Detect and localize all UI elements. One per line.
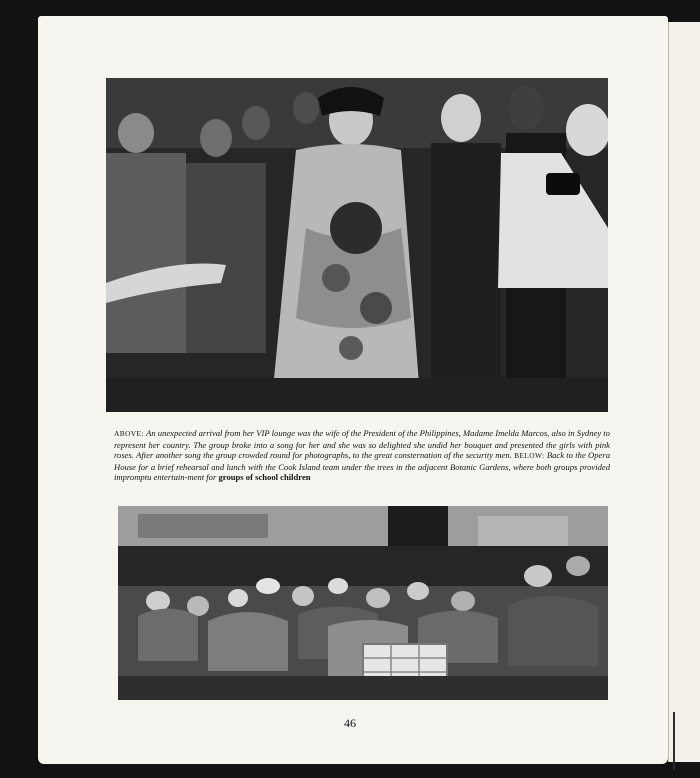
facing-page-edge xyxy=(668,22,700,762)
caption-below-tail: groups of school children xyxy=(218,472,311,483)
caption-above-text: An unexpected arrival from her VIP lounge was the wife of the President of the Philippines, Madame Imelda Marcos, also in Sydney to represent her country. The group broke into a song for her and she was so delighted she undid her bouquet and presented the girls with pink roses. After another song the group crowded round for photographs, to the great consternation of the security men. xyxy=(114,428,610,461)
photo-botanic-gardens-lunch xyxy=(118,506,608,700)
caption-below-label: BELOW: xyxy=(514,451,545,461)
caption-below-text: Back to the Opera House for a brief rehearsal and lunch with the Cook Island team under the trees in the adjacent Botanic Gardens, where both groups provided impromptu entertain-ment for xyxy=(114,450,611,483)
page-number: 46 xyxy=(344,716,356,730)
photo-caption xyxy=(114,428,610,483)
photo-imelda-marcos-arrival xyxy=(106,78,608,412)
photo-bottom-image xyxy=(118,506,608,700)
photo-top-image xyxy=(106,78,608,412)
caption-above-label: ABOVE: xyxy=(114,429,144,438)
